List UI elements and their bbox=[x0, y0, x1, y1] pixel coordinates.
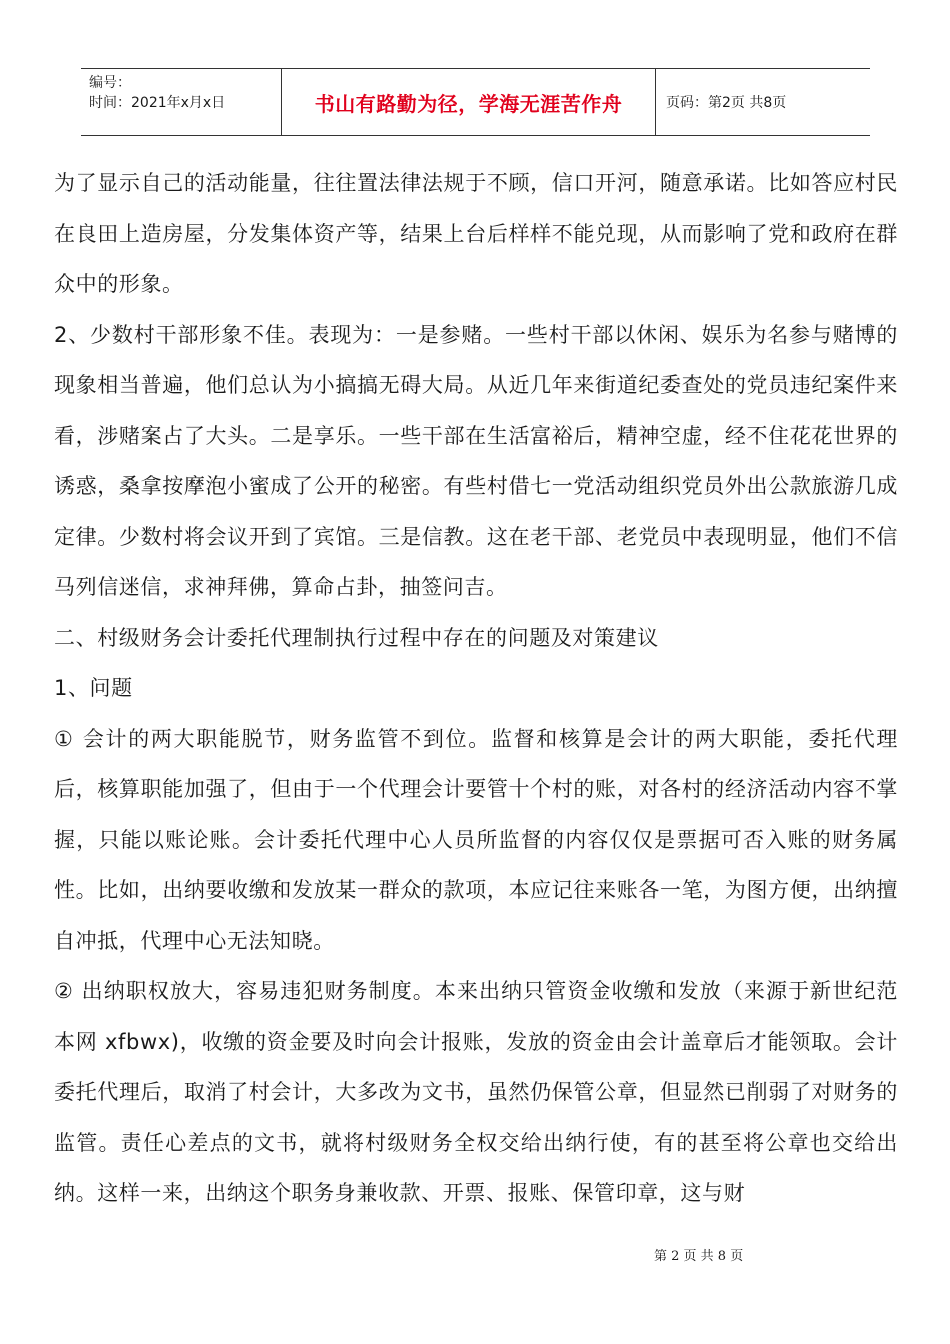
header-number-label: 编号： bbox=[89, 75, 131, 91]
header-meta bbox=[81, 69, 282, 135]
page-header bbox=[81, 68, 870, 136]
page-footer: 第 2 页 共 8 页 bbox=[654, 1249, 744, 1264]
header-motto: 书山有路勤为径，学海无涯苦作舟 bbox=[282, 69, 656, 135]
document-body bbox=[54, 158, 898, 1219]
header-time-label: 时间：2021年x月x日 bbox=[89, 95, 226, 111]
paragraph: 为了显示自己的活动能量，往往置法律法规于不顾，信口开河，随意承诺。比如答应村民在良田上造房屋，分发集体资产等，结果上台后样样不能兑现，从而影响了党和政府在群众中的形象。 bbox=[54, 171, 898, 296]
subsection-heading: 1、问题 bbox=[54, 676, 133, 700]
section-heading: 二、村级财务会计委托代理制执行过程中存在的问题及对策建议 bbox=[54, 625, 659, 650]
paragraph: 2、少数村干部形象不佳。表现为：一是参赌。一些村干部以休闲、娱乐为名参与赌博的现象相当普遍，他们总认为小搞搞无碍大局。从近几年来街道纪委查处的党员违纪案件来看，涉赌案占了大头。二是享乐。一些干部在生活富裕后，精神空虚，经不住花花世界的诱惑，桑拿按摩泡小蜜成了公开的秘密。有些村借七一党活动组织党员外出公款旅游几成定律。少数村将会议开到了宾馆。三是信教。这在老干部、老党员中表现明显，他们不信马列信迷信，求神拜佛，算命占卦，抽签问吉。 bbox=[54, 322, 898, 599]
header-page-info: 页码：第2页 共8页 bbox=[666, 95, 787, 111]
paragraph: ② 出纳职权放大，容易违犯财务制度。本来出纳只管资金收缴和发放（来源于新世纪范本网 xfbwx)，收缴的资金要及时向会计报账，发放的资金由会计盖章后才能领取。会计委托代理后，取消了村会计，大多改为文书，虽然仍保管公章，但显然已削弱了对财务的监管。责任心差点的文书，就将村级财务全权交给出纳行使，有的甚至将公章也交给出纳。这样一来，出纳这个职务身兼收款、开票、报账、保管印章，这与财 bbox=[54, 979, 898, 1205]
paragraph: ① 会计的两大职能脱节，财务监管不到位。监督和核算是会计的两大职能，委托代理后，核算职能加强了，但由于一个代理会计要管十个村的账，对各村的经济活动内容不掌握，只能以账论账。会计委托代理中心人员所监督的内容仅仅是票据可否入账的财务属性。比如，出纳要收缴和发放某一群众的款项，本应记往来账各一笔，为图方便，出纳擅自冲抵，代理中心无法知晓。 bbox=[54, 726, 898, 953]
